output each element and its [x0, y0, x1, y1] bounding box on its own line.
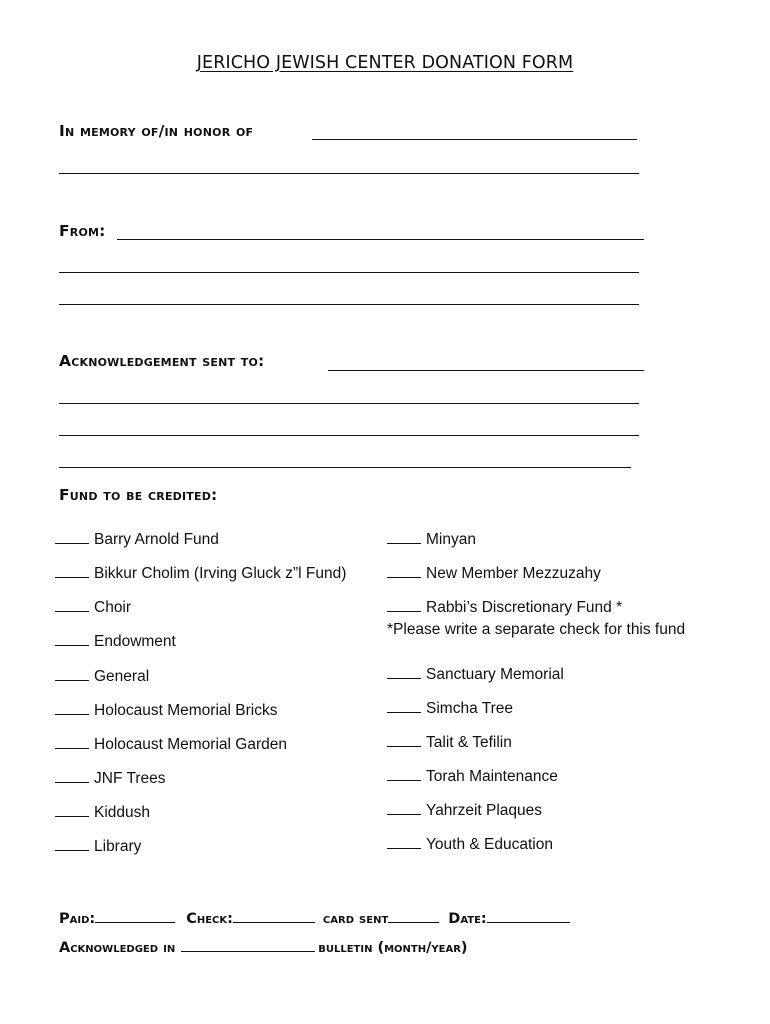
fund-option[interactable]: Youth & Education: [387, 836, 553, 854]
fund-option[interactable]: Kiddush: [55, 804, 150, 822]
fund-option[interactable]: General: [55, 668, 149, 686]
acknowledged-in-label: Acknowledged in: [59, 940, 176, 956]
memory-line-1[interactable]: [312, 139, 637, 140]
fund-option[interactable]: JNF Trees: [55, 770, 165, 788]
ack-line-4[interactable]: [59, 467, 631, 468]
fund-option[interactable]: Talit & Tefilin: [387, 734, 512, 752]
fund-option[interactable]: Endowment: [55, 633, 176, 651]
memory-label: In memory of/in honor of: [59, 122, 254, 140]
fund-option[interactable]: Choir: [55, 599, 131, 617]
fund-option[interactable]: New Member Mezzuzahy: [387, 565, 601, 583]
fund-check-blank[interactable]: [55, 850, 89, 851]
ack-line-1[interactable]: [328, 370, 644, 371]
card-sent-label: card sent: [322, 911, 389, 927]
fund-check-blank[interactable]: [55, 543, 89, 544]
fund-check-blank[interactable]: [387, 746, 421, 747]
fund-check-blank[interactable]: [55, 611, 89, 612]
fund-check-blank[interactable]: [55, 748, 89, 749]
ack-label: Acknowledgement sent to:: [59, 352, 265, 370]
fund-check-blank[interactable]: [387, 814, 421, 815]
fund-label: Fund to be credited:: [59, 486, 218, 504]
check-label: Check:: [186, 911, 233, 927]
from-line-3[interactable]: [59, 304, 639, 305]
date-label: Date:: [448, 911, 487, 927]
date-field[interactable]: [487, 922, 570, 923]
ack-line-3[interactable]: [59, 435, 639, 436]
fund-option[interactable]: Rabbi’s Discretionary Fund *: [387, 599, 622, 617]
fund-option[interactable]: Holocaust Memorial Garden: [55, 736, 287, 754]
fund-check-blank[interactable]: [55, 816, 89, 817]
fund-option[interactable]: Holocaust Memorial Bricks: [55, 702, 277, 720]
from-line-1[interactable]: [117, 239, 644, 240]
fund-check-blank[interactable]: [387, 848, 421, 849]
fund-option[interactable]: Sanctuary Memorial: [387, 666, 564, 684]
memory-line-2[interactable]: [59, 173, 639, 174]
fund-check-blank[interactable]: [387, 543, 421, 544]
fund-option[interactable]: Library: [55, 838, 141, 856]
fund-check-blank[interactable]: [387, 611, 421, 612]
fund-option[interactable]: Barry Arnold Fund: [55, 531, 219, 549]
fund-check-blank[interactable]: [387, 712, 421, 713]
paid-field[interactable]: [95, 922, 175, 923]
form-title: JERICHO JEWISH CENTER DONATION FORM: [196, 53, 574, 73]
card-sent-field[interactable]: [388, 922, 439, 923]
fund-check-blank[interactable]: [55, 782, 89, 783]
bulletin-label: bulletin (month/year): [318, 940, 468, 956]
bulletin-field[interactable]: [181, 951, 315, 952]
fund-check-blank[interactable]: [55, 680, 89, 681]
fund-option[interactable]: Simcha Tree: [387, 700, 513, 718]
fund-option[interactable]: Torah Maintenance: [387, 768, 558, 786]
fund-check-blank[interactable]: [55, 645, 89, 646]
fund-check-blank[interactable]: [55, 714, 89, 715]
fund-check-blank[interactable]: [55, 577, 89, 578]
from-label: From:: [59, 222, 106, 240]
acknowledged-row: [59, 940, 468, 956]
fund-option[interactable]: Bikkur Cholim (Irving Gluck z”l Fund): [55, 565, 346, 583]
paid-label: Paid:: [59, 911, 96, 927]
fund-check-blank[interactable]: [387, 577, 421, 578]
fund-check-blank[interactable]: [387, 678, 421, 679]
fund-check-blank[interactable]: [387, 780, 421, 781]
ack-line-2[interactable]: [59, 403, 639, 404]
check-field[interactable]: [233, 922, 315, 923]
fund-option[interactable]: Minyan: [387, 531, 476, 549]
from-line-2[interactable]: [59, 272, 639, 273]
fund-option[interactable]: Yahrzeit Plaques: [387, 802, 542, 820]
separate-check-note: *Please write a separate check for this fund: [387, 621, 686, 638]
office-use-row: [59, 911, 570, 927]
